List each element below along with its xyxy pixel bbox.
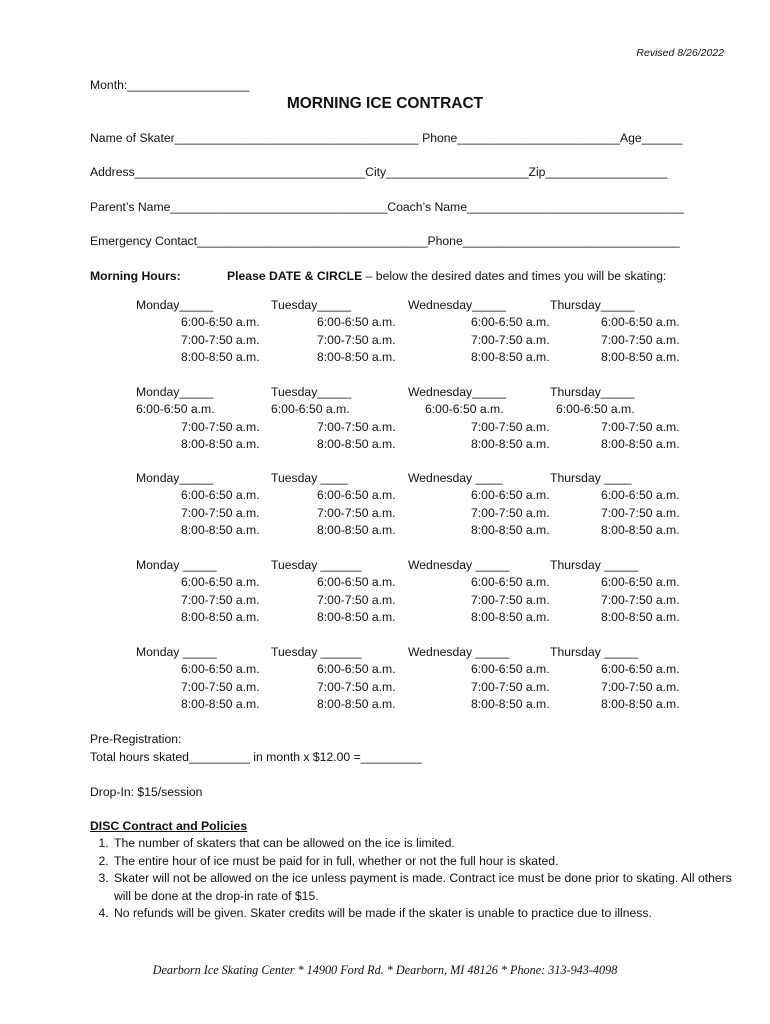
day-date-field[interactable]: Tuesday ____: [271, 471, 348, 485]
time-slot[interactable]: 8:00-8:50 a.m.: [601, 523, 680, 537]
time-slot[interactable]: 7:00-7:50 a.m.: [471, 592, 550, 607]
time-slot[interactable]: 6:00-6:50 a.m.: [556, 402, 635, 416]
day-date-field[interactable]: Monday_____: [136, 298, 214, 312]
time-slot[interactable]: 6:00-6:50 a.m.: [471, 575, 550, 589]
day-date-field[interactable]: Wednesday ____: [408, 471, 503, 485]
day-date-field[interactable]: Tuesday ______: [271, 558, 362, 572]
address-city-zip-row[interactable]: Address__________________________________City_____________________Zip__________________: [90, 165, 668, 179]
day-date-field[interactable]: Monday _____: [136, 558, 217, 572]
policy-item: 4. No refunds will be given. Skater credits will be made if the skater is unable to practice due to illness.: [112, 905, 752, 923]
total-hours-line[interactable]: Total hours skated_________ in month x $12.00 =_________: [90, 750, 422, 764]
time-slot[interactable]: 7:00-7:50 a.m.: [601, 505, 680, 520]
time-slot[interactable]: 7:00-7:50 a.m.: [317, 419, 396, 434]
time-slot[interactable]: 7:00-7:50 a.m.: [601, 592, 680, 607]
day-date-field[interactable]: Wednesday _____: [408, 645, 510, 659]
pre-registration-label: Pre-Registration:: [90, 732, 182, 746]
day-date-field[interactable]: Wednesday_____: [408, 385, 507, 399]
time-slot[interactable]: 7:00-7:50 a.m.: [601, 419, 680, 434]
policies-list: [90, 835, 752, 923]
time-slot[interactable]: 6:00-6:50 a.m.: [317, 488, 396, 502]
time-slot[interactable]: 6:00-6:50 a.m.: [471, 315, 550, 329]
time-slot[interactable]: 7:00-7:50 a.m.: [317, 592, 396, 607]
month-field[interactable]: Month:__________________: [90, 78, 250, 92]
time-slot[interactable]: 6:00-6:50 a.m.: [317, 575, 396, 589]
time-slot[interactable]: 8:00-8:50 a.m.: [601, 437, 680, 451]
day-date-field[interactable]: Wednesday _____: [408, 558, 510, 572]
time-slot[interactable]: 7:00-7:50 a.m.: [471, 419, 550, 434]
emergency-contact-row[interactable]: Emergency Contact__________________________________Phone________________________________: [90, 234, 680, 248]
day-date-field[interactable]: Monday_____: [136, 385, 214, 399]
day-date-field[interactable]: Thursday ____: [550, 471, 632, 485]
time-slot[interactable]: 7:00-7:50 a.m.: [471, 679, 550, 694]
time-slot[interactable]: 6:00-6:50 a.m.: [471, 662, 550, 676]
time-slot[interactable]: 6:00-6:50 a.m.: [181, 315, 260, 329]
policy-item: 2. The entire hour of ice must be paid for in full, whether or not the full hour is skated.: [112, 853, 752, 871]
time-slot[interactable]: 7:00-7:50 a.m.: [317, 332, 396, 347]
time-slot[interactable]: 7:00-7:50 a.m.: [181, 505, 260, 520]
time-slot[interactable]: 8:00-8:50 a.m.: [317, 523, 396, 537]
time-slot[interactable]: 8:00-8:50 a.m.: [471, 523, 550, 537]
page-title: MORNING ICE CONTRACT: [286, 95, 484, 112]
time-slot[interactable]: 8:00-8:50 a.m.: [471, 697, 550, 711]
day-date-field[interactable]: Wednesday_____: [408, 298, 507, 312]
time-slot[interactable]: 6:00-6:50 a.m.: [601, 315, 680, 329]
time-slot[interactable]: 8:00-8:50 a.m.: [181, 697, 260, 711]
time-slot[interactable]: 8:00-8:50 a.m.: [601, 610, 680, 624]
skater-name-phone-age-row[interactable]: Name of Skater____________________________________ Phone________________________Age______: [90, 131, 683, 145]
time-slot[interactable]: 7:00-7:50 a.m.: [317, 679, 396, 694]
day-date-field[interactable]: Monday_____: [136, 471, 214, 485]
time-slot[interactable]: 6:00-6:50 a.m.: [601, 575, 680, 589]
time-slot[interactable]: 8:00-8:50 a.m.: [181, 610, 260, 624]
time-slot[interactable]: 8:00-8:50 a.m.: [181, 437, 260, 451]
time-slot[interactable]: 8:00-8:50 a.m.: [317, 610, 396, 624]
time-slot[interactable]: 7:00-7:50 a.m.: [601, 679, 680, 694]
time-slot[interactable]: 7:00-7:50 a.m.: [181, 679, 260, 694]
day-date-field[interactable]: Thursday_____: [550, 298, 635, 312]
time-slot[interactable]: 8:00-8:50 a.m.: [471, 437, 550, 451]
time-slot[interactable]: 6:00-6:50 a.m.: [181, 662, 260, 676]
time-slot[interactable]: 7:00-7:50 a.m.: [471, 332, 550, 347]
revised-date: Revised 8/26/2022: [636, 47, 724, 59]
time-slot[interactable]: 8:00-8:50 a.m.: [317, 697, 396, 711]
time-slot[interactable]: 6:00-6:50 a.m.: [181, 575, 260, 589]
policies-title: DISC Contract and Policies: [90, 819, 248, 833]
time-slot[interactable]: 7:00-7:50 a.m.: [317, 505, 396, 520]
time-slot[interactable]: 8:00-8:50 a.m.: [471, 350, 550, 364]
time-slot[interactable]: 6:00-6:50 a.m.: [317, 662, 396, 676]
drop-in-rate: Drop-In: $15/session: [90, 785, 203, 799]
instruction-rest: – below the desired dates and times you will be skating:: [362, 269, 667, 283]
time-slot[interactable]: 7:00-7:50 a.m.: [181, 419, 260, 434]
parent-coach-row[interactable]: Parent’s Name________________________________Coach’s Name________________________________: [90, 200, 684, 214]
time-slot[interactable]: 7:00-7:50 a.m.: [601, 332, 680, 347]
time-slot[interactable]: 7:00-7:50 a.m.: [181, 592, 260, 607]
time-slot[interactable]: 7:00-7:50 a.m.: [471, 505, 550, 520]
day-date-field[interactable]: Tuesday_____: [271, 298, 352, 312]
time-slot[interactable]: 6:00-6:50 a.m.: [271, 402, 350, 416]
time-slot[interactable]: 8:00-8:50 a.m.: [601, 697, 680, 711]
day-date-field[interactable]: Tuesday ______: [271, 645, 362, 659]
time-slot[interactable]: 8:00-8:50 a.m.: [181, 523, 260, 537]
time-slot[interactable]: 6:00-6:50 a.m.: [425, 402, 504, 416]
time-slot[interactable]: 8:00-8:50 a.m.: [601, 350, 680, 364]
time-slot[interactable]: 8:00-8:50 a.m.: [181, 350, 260, 364]
time-slot[interactable]: 6:00-6:50 a.m.: [317, 315, 396, 329]
time-slot[interactable]: 8:00-8:50 a.m.: [317, 350, 396, 364]
footer-contact: Dearborn Ice Skating Center * 14900 Ford Rd. * Dearborn, MI 48126 * Phone: 313-943-4098: [152, 963, 618, 977]
day-date-field[interactable]: Thursday _____: [550, 558, 639, 572]
time-slot[interactable]: 7:00-7:50 a.m.: [181, 332, 260, 347]
instruction-bold: Please DATE & CIRCLE: [227, 269, 363, 283]
morning-hours-label: Morning Hours:: [90, 269, 181, 283]
time-slot[interactable]: 6:00-6:50 a.m.: [471, 488, 550, 502]
time-slot[interactable]: 6:00-6:50 a.m.: [601, 662, 680, 676]
time-slot[interactable]: 8:00-8:50 a.m.: [471, 610, 550, 624]
time-slot[interactable]: 6:00-6:50 a.m.: [136, 402, 215, 416]
time-slot[interactable]: 6:00-6:50 a.m.: [181, 488, 260, 502]
policy-item: 1. The number of skaters that can be allowed on the ice is limited.: [112, 835, 752, 853]
time-slot[interactable]: 6:00-6:50 a.m.: [601, 488, 680, 502]
policy-item: 3. Skater will not be allowed on the ice unless payment is made. Contract ice must be done prior to skating. All others will be done at the drop-in rate of $15.: [112, 870, 752, 905]
day-date-field[interactable]: Thursday _____: [550, 645, 639, 659]
time-slot[interactable]: 8:00-8:50 a.m.: [317, 437, 396, 451]
morning-hours-instruction: [227, 269, 666, 283]
day-date-field[interactable]: Monday _____: [136, 645, 217, 659]
day-date-field[interactable]: Tuesday_____: [271, 385, 352, 399]
day-date-field[interactable]: Thursday_____: [550, 385, 635, 399]
